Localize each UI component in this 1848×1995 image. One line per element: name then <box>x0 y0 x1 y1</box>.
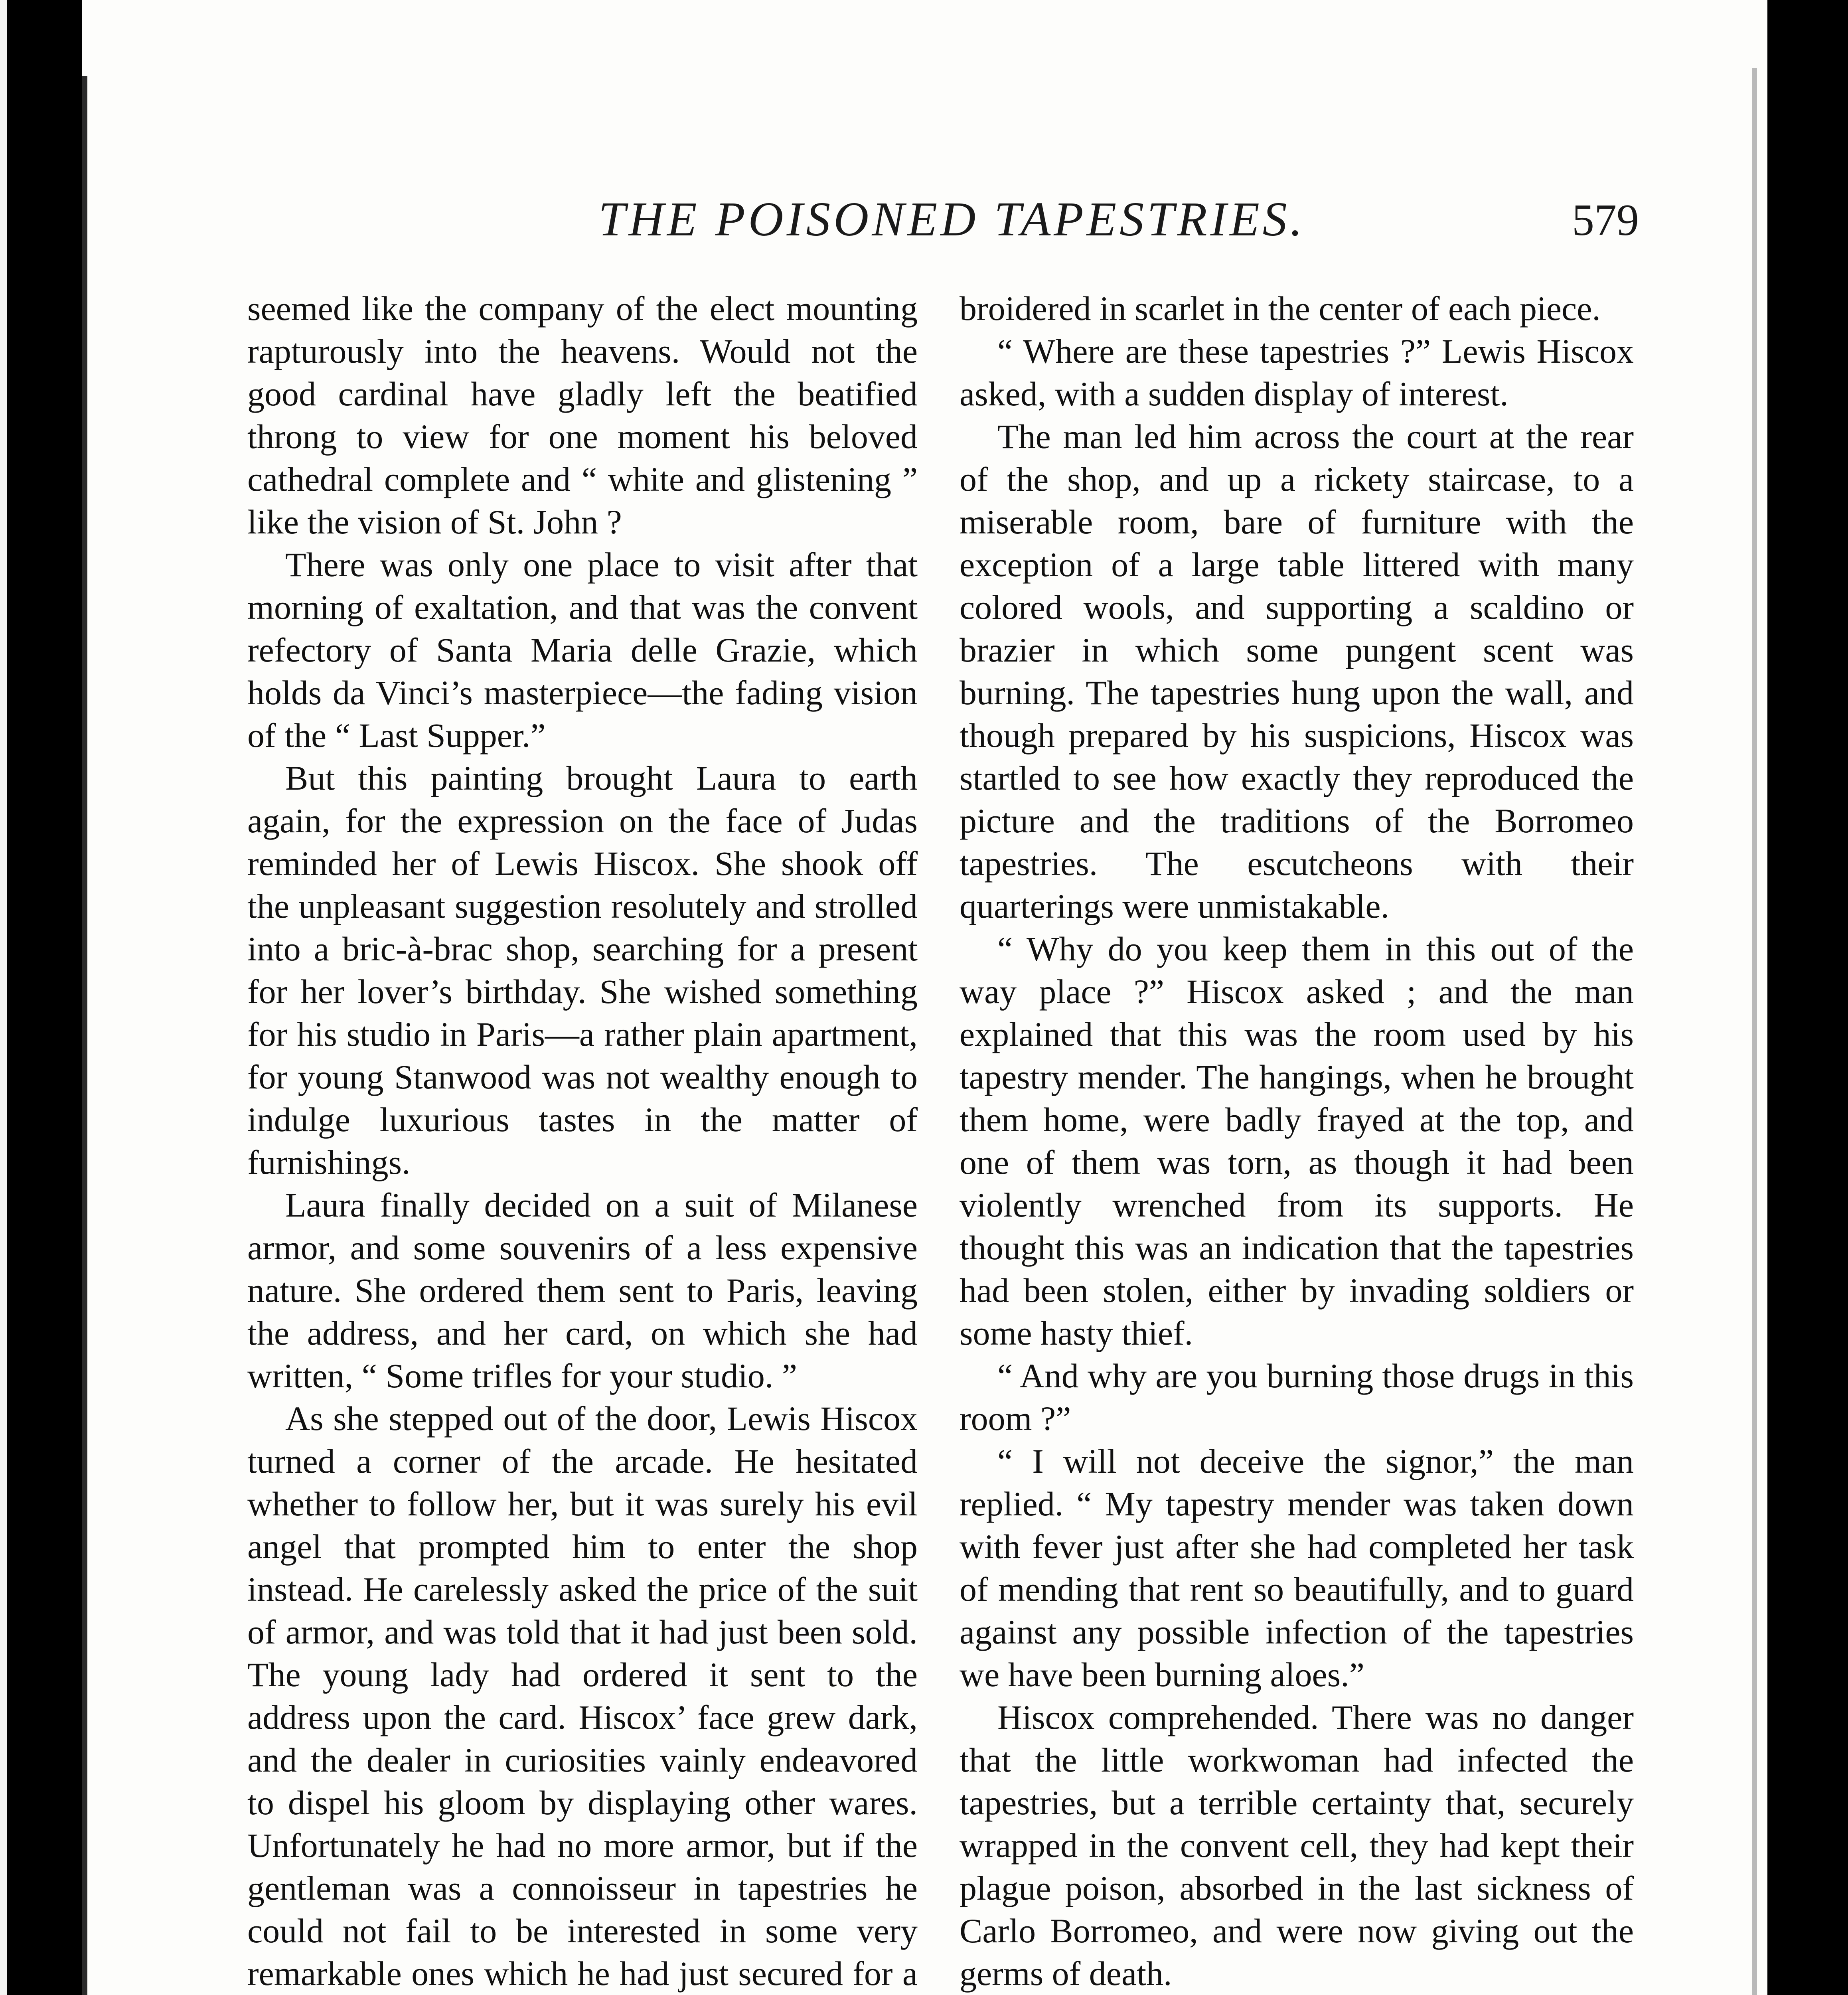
paragraph: Laura finally decided on a suit of Milanese armor, and some souvenirs of a less expensive nature. She ordered them sent to Paris, leaving the address, and her card, on which she had written, “ Some trifles for your studio. ” <box>247 1186 918 1395</box>
left-column <box>247 287 918 1995</box>
paragraph: Hiscox comprehended. There was no danger that the little workwoman had infected the tapestries, but a terrible certainty that, securely wrapped in the convent cell, they had kept their plague poison, absorbed in the last sickness of Carlo Borromeo, and were now giving out the germs of death. <box>960 1698 1634 1993</box>
paragraph: seemed like the company of the elect mounting rapturously into the heavens. Would not the good cardinal have gladly left the beatified throng to view for one moment his beloved cathedral complete and “ white and glistening ” like the vision of St. John ? <box>247 289 918 541</box>
running-header <box>0 192 1848 255</box>
running-title: THE POISONED TAPESTRIES. <box>598 192 1306 246</box>
paragraph: “ Where are these tapestries ?” Lewis Hiscox asked, with a sudden display of interest. <box>960 332 1634 413</box>
paragraph: But this painting brought Laura to earth again, for the expression on the face of Judas reminded her of Lewis Hiscox. She shook off the unpleasant suggestion resolutely and strolled into a bric-à-brac shop, searching for a present for her lover’s birthday. She wished something for his studio in Paris—a rather plain apartment, for young Stanwood was not wealthy enough to indulge luxurious tastes in the matter of furnishings. <box>247 759 918 1181</box>
page-number: 579 <box>1572 196 1639 245</box>
paragraph: broidered in scarlet in the center of each piece. <box>960 289 1601 328</box>
paragraph: “ Why do you keep them in this out of the way place ?” Hiscox asked ; and the man explained that this was the room used by his tapestry mender. The hangings, when he brought them home, were badly frayed at the top, and one of them was torn, as though it had been violently wrenched from its supports. He thought this was an indication that the tapestries had been stolen, either by invading soldiers or some hasty thief. <box>960 930 1634 1352</box>
paragraph: There was only one place to visit after that morning of exaltation, and that was the convent refectory of Santa Maria delle Grazie, which holds da Vinci’s masterpiece—the fading vision of the “ Last Supper.” <box>247 545 918 755</box>
page-gutter-shadow <box>82 76 87 1995</box>
paragraph: As she stepped out of the door, Lewis Hiscox turned a corner of the arcade. He hesitated whether to follow her, but it was surely his evil angel that prompted him to enter the shop instead. He carelessly asked the price of the suit of armor, and was told that it had just been sold. The young lady had ordered it sent to the address upon the card. Hiscox’ face grew dark, and the dealer in curiosities vainly endeavored to dispel his gloom by displaying other wares. Unfortunately he had no more armor, but if the gentleman was a connoisseur in tapestries he could not fail to be interested in some very remarkable ones which he had just secured for a <box>247 1399 918 1993</box>
page-right-edge-shadow <box>1752 68 1757 1995</box>
right-column <box>960 287 1634 1995</box>
facing-page-edge <box>0 0 7 1995</box>
paragraph: “ And why are you burning those drugs in this room ?” <box>960 1357 1634 1438</box>
paragraph: The man led him across the court at the rear of the shop, and up a rickety staircase, to a miserable room, bare of furniture with the exception of a large table littered with many colored wools, and supporting a scaldino or brazier in which some pungent scent was burning. The tapestries hung upon the wall, and though prepared by his suspicions, Hiscox was startled to see how exactly they reproduced the picture and the traditions of the Borromeo tapestries. The escutcheons with their quarterings were unmistakable. <box>960 417 1634 925</box>
paragraph: “ I will not deceive the signor,” the man replied. “ My tapestry mender was taken down with fever just after she had completed her task of mending that rent so beautifully, and to guard against any possible infection of the tapestries we have been burning aloes.” <box>960 1442 1634 1694</box>
